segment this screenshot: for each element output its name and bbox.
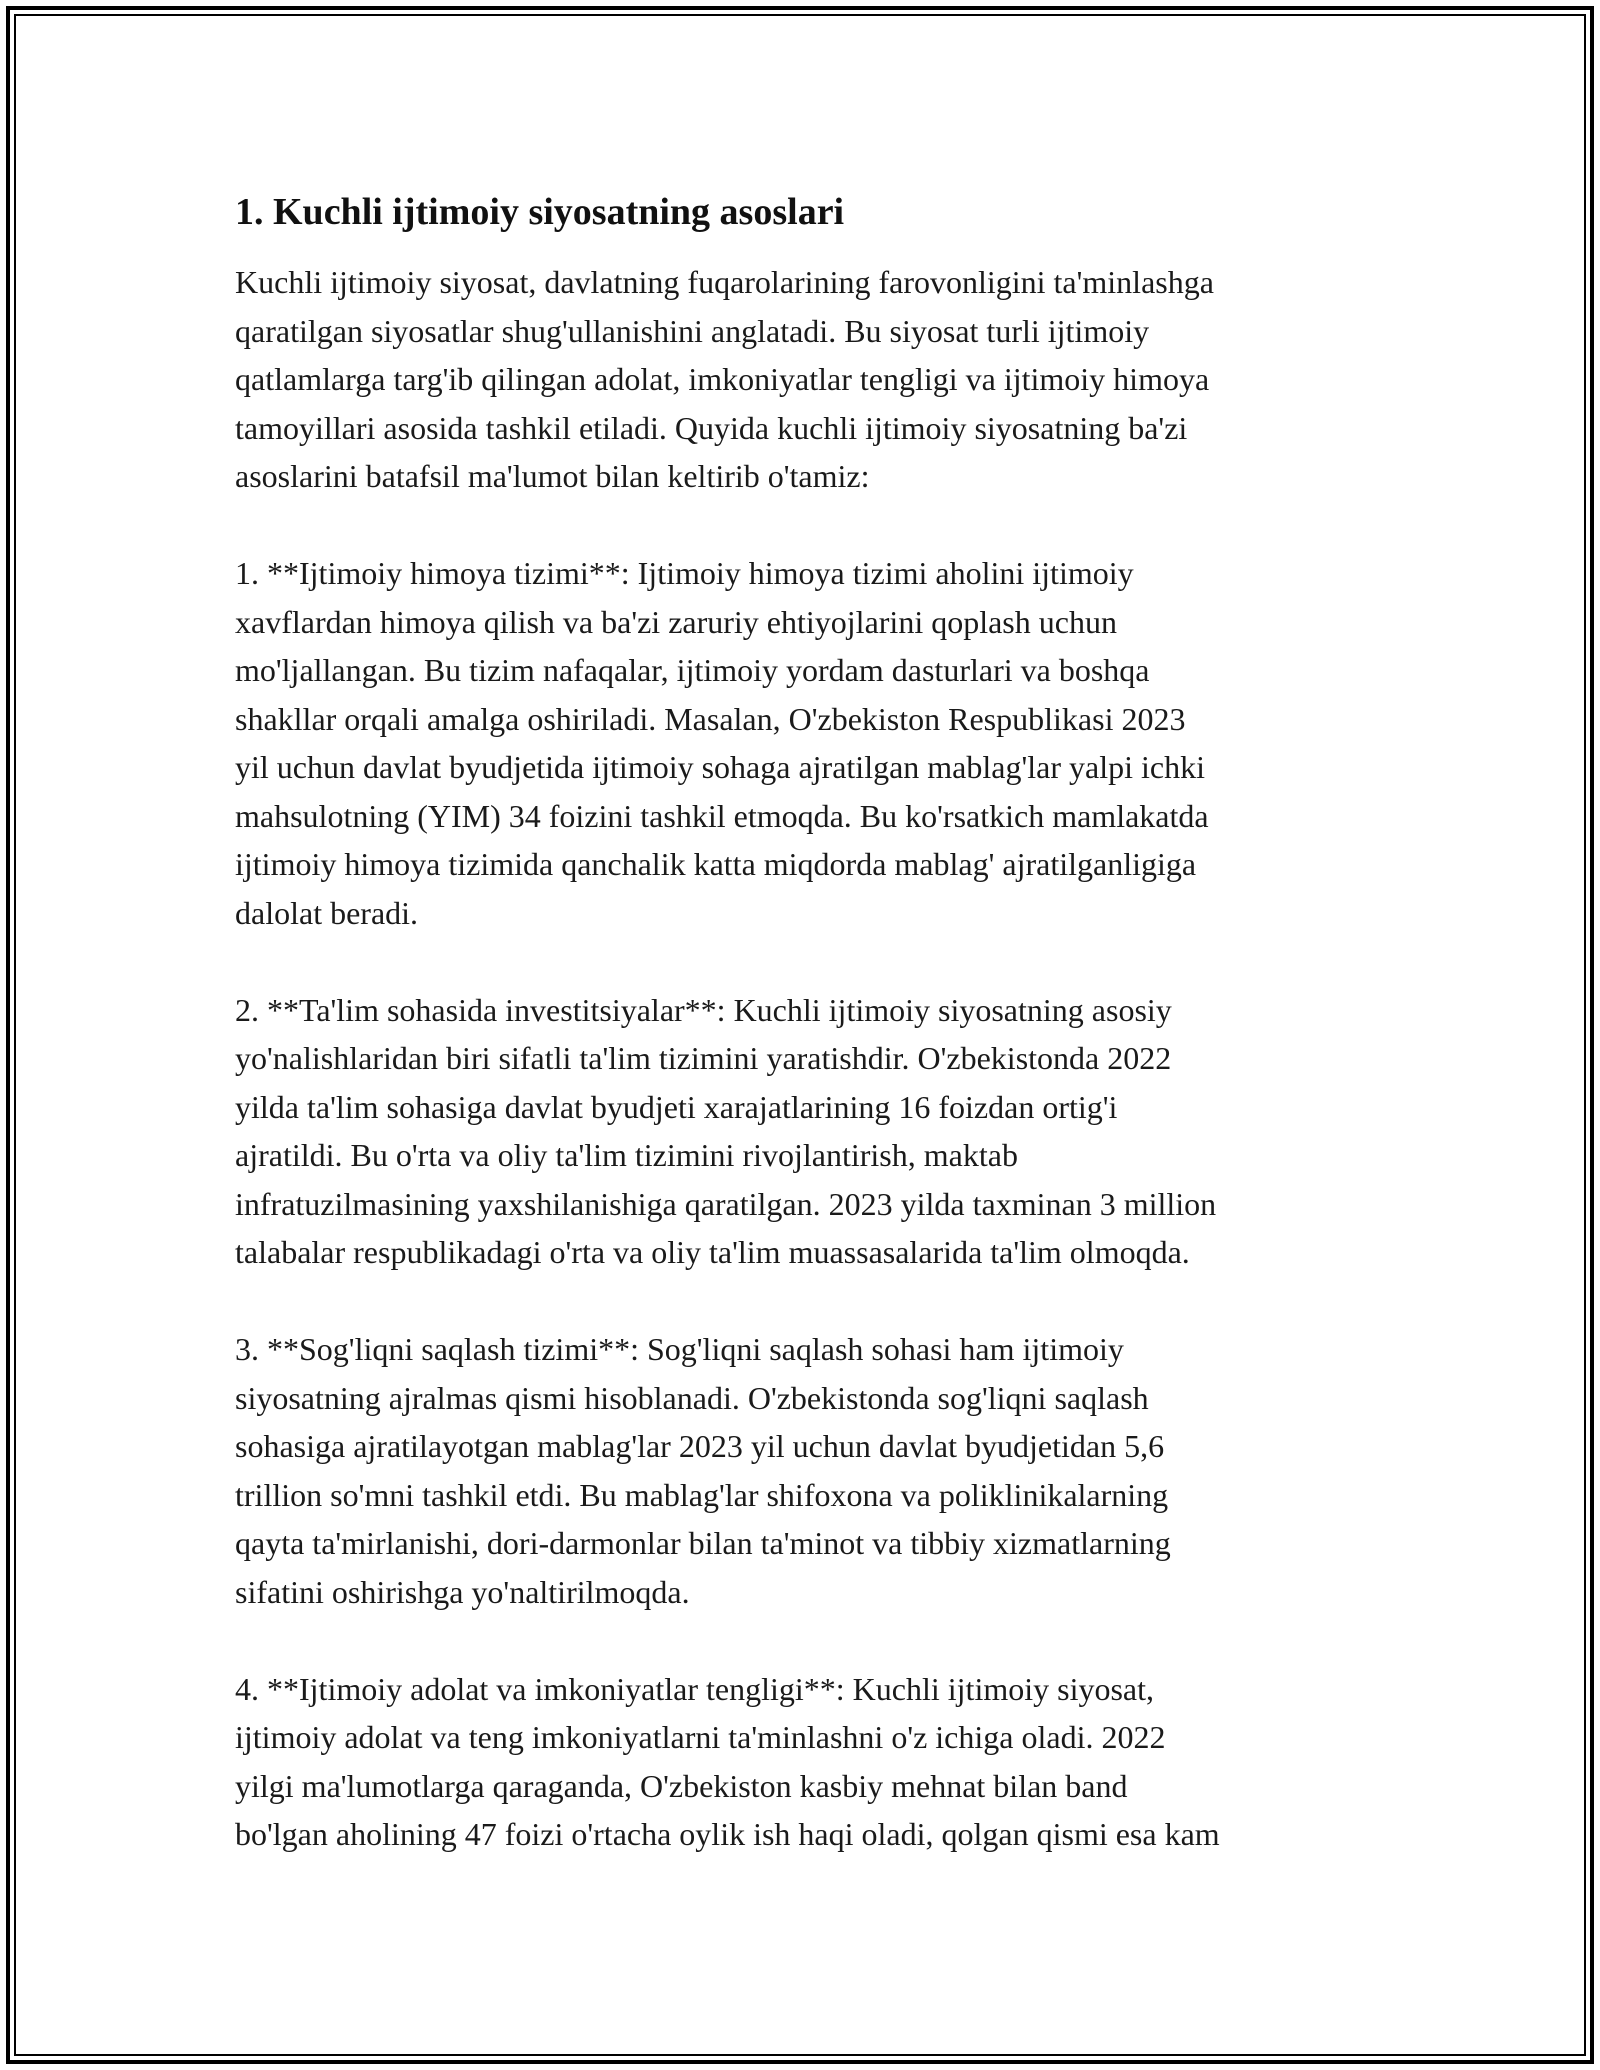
text-line: ijtimoiy himoya tizimida qanchalik katta miqdorda mablag' ajratilganligiga bbox=[235, 846, 1197, 882]
text-line: qaratilgan siyosatlar shug'ullanishini anglatadi. Bu siyosat turli ijtimoiy bbox=[235, 312, 1150, 349]
text-line: mo'ljallangan. Bu tizim nafaqalar, ijtimoiy yordam dasturlari va boshqa bbox=[235, 652, 1150, 688]
text-line: Kuchli ijtimoiy siyosat, davlatning fuqarolarining farovonligini ta'minlashga bbox=[235, 264, 1214, 300]
text-line: qayta ta'mirlanishi, dori-darmonlar bilan ta'minot va tibbiy xizmatlarning bbox=[235, 1525, 1171, 1561]
document-page bbox=[235, 188, 1385, 1907]
text-line: yil uchun davlat byudjetida ijtimoiy sohaga ajratilgan mablag'lar yalpi ichki bbox=[235, 749, 1205, 785]
text-line: yilda ta'lim sohasiga davlat byudjeti xarajatlarining 16 foizdan ortig'i bbox=[235, 1088, 1118, 1125]
text-line: 2. **Ta'lim sohasida investitsiyalar**: Kuchli ijtimoiy siyosatning asosiy bbox=[235, 991, 1172, 1028]
intro-paragraph bbox=[235, 258, 1385, 501]
text-line: ajratildi. Bu o'rta va oliy ta'lim tizimini rivojlantirish, maktab bbox=[235, 1137, 1018, 1173]
text-line: sohasiga ajratilayotgan mablag'lar 2023 yil uchun davlat byudjetidan 5,6 bbox=[235, 1428, 1165, 1464]
text-line: ijtimoiy adolat va teng imkoniyatlarni ta'minlashni o'z ichiga oladi. 2022 bbox=[235, 1719, 1166, 1755]
text-line: bo'lgan aholining 47 foizi o'rtacha oylik ish haqi oladi, qolgan qismi esa kam bbox=[235, 1816, 1220, 1852]
text-line: yo'nalishlaridan biri sifatli ta'lim tizimini yaratishdir. O'zbekistonda 2022 bbox=[235, 1040, 1172, 1076]
list-item-paragraph-2 bbox=[235, 986, 1385, 1277]
list-item-paragraph-3 bbox=[235, 1325, 1385, 1616]
text-line: shakllar orqali amalga oshiriladi. Masalan, O'zbekiston Respublikasi 2023 bbox=[235, 700, 1186, 737]
text-line: qatlamlarga targ'ib qilingan adolat, imkoniyatlar tengligi va ijtimoiy himoya bbox=[235, 361, 1210, 397]
text-line: trillion so'mni tashkil etdi. Bu mablag'lar shifoxona va poliklinikalarning bbox=[235, 1476, 1169, 1513]
text-line: siyosatning ajralmas qismi hisoblanadi. O'zbekistonda sog'liqni saqlash bbox=[235, 1379, 1149, 1416]
text-line: 1. **Ijtimoiy himoya tizimi**: Ijtimoiy himoya tizimi aholini ijtimoiy bbox=[235, 555, 1134, 591]
text-line: dalolat beradi. bbox=[235, 894, 419, 931]
text-line: yilgi ma'lumotlarga qaraganda, O'zbekiston kasbiy mehnat bilan band bbox=[235, 1767, 1128, 1804]
section-heading: 1. Kuchli ijtimoiy siyosatning asoslari bbox=[235, 191, 845, 233]
text-line: 3. **Sog'liqni saqlash tizimi**: Sog'liqni saqlash sohasi ham ijtimoiy bbox=[235, 1331, 1124, 1367]
text-line: tamoyillari asosida tashkil etiladi. Quyida kuchli ijtimoiy siyosatning ba'zi bbox=[235, 409, 1188, 446]
text-line: xavflardan himoya qilish va ba'zi zaruriy ehtiyojlarini qoplash uchun bbox=[235, 603, 1117, 640]
text-line: sifatini oshirishga yo'naltirilmoqda. bbox=[235, 1573, 690, 1610]
text-line: talabalar respublikadagi o'rta va oliy ta'lim muassasalarida ta'lim olmoqda. bbox=[235, 1234, 1190, 1270]
text-line: mahsulotning (YIM) 34 foizini tashkil etmoqda. Bu ko'rsatkich mamlakatda bbox=[235, 797, 1209, 834]
text-line: asoslarini batafsil ma'lumot bilan keltirib o'tamiz: bbox=[235, 458, 870, 494]
text-line: infratuzilmasining yaxshilanishiga qaratilgan. 2023 yilda taxminan 3 million bbox=[235, 1185, 1217, 1222]
text-line: 4. **Ijtimoiy adolat va imkoniyatlar tengligi**: Kuchli ijtimoiy siyosat, bbox=[235, 1670, 1154, 1707]
list-item-paragraph-1 bbox=[235, 549, 1385, 937]
list-item-paragraph-4 bbox=[235, 1665, 1385, 1859]
